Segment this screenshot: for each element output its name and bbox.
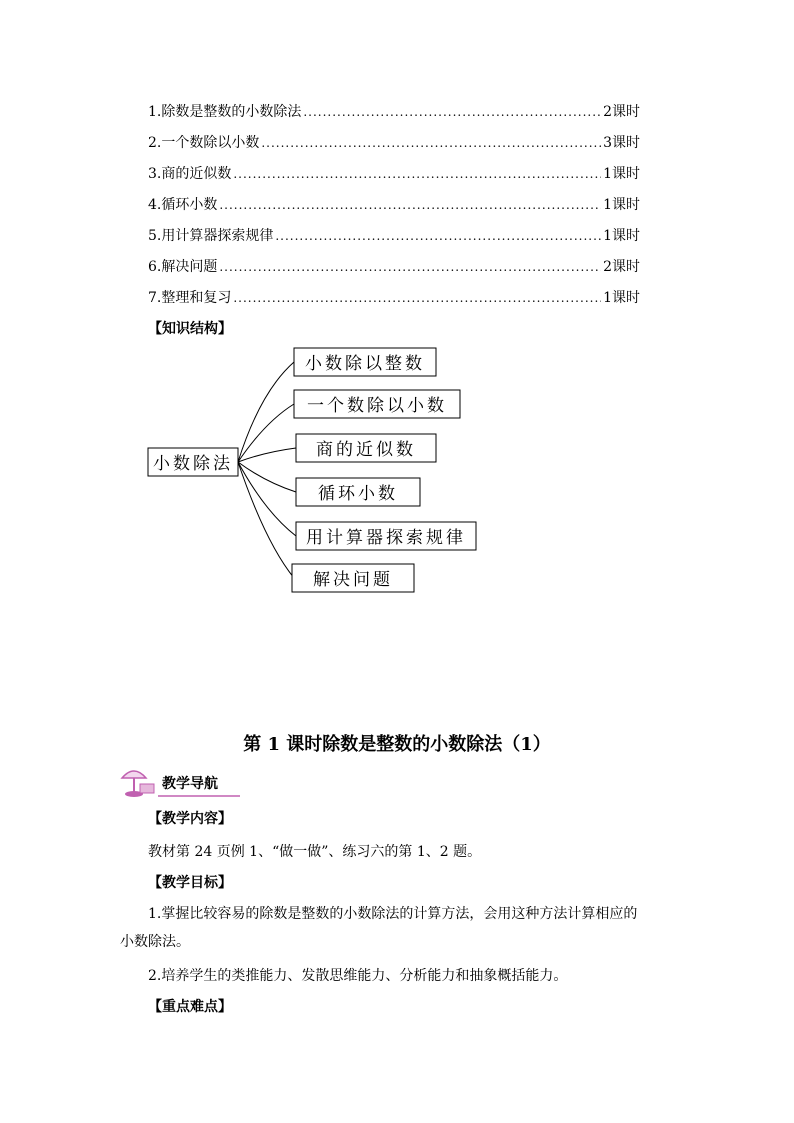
diagram-root-label: 小数除法 [153, 454, 233, 474]
toc-title: 7.整理和复习 [148, 290, 232, 306]
toc-title: 2.一个数除以小数 [148, 135, 260, 151]
toc-row [148, 162, 640, 193]
toc-row [148, 100, 640, 131]
toc-hours: 2课时 [603, 259, 640, 275]
toc-hours: 1课时 [603, 166, 640, 182]
toc-hours: 1课时 [603, 197, 640, 213]
section-heading-structure: 【知识结构】 [148, 321, 232, 337]
diagram-branch-label: 解决问题 [313, 570, 393, 590]
toc-leader-dots [275, 224, 601, 248]
section-heading-content: 【教学内容】 [148, 811, 232, 827]
section-heading-key-points: 【重点难点】 [148, 999, 232, 1015]
toc-title: 3.商的近似数 [148, 166, 232, 182]
toc-row [148, 286, 640, 317]
toc-list [148, 100, 640, 317]
toc-leader-dots [233, 162, 601, 186]
toc-leader-dots [303, 100, 601, 124]
toc-title: 5.用计算器探索规律 [148, 228, 274, 244]
diagram-branch-label: 商的近似数 [316, 440, 416, 460]
toc-title: 4.循环小数 [148, 197, 218, 213]
diagram-branch-label: 小数除以整数 [305, 354, 425, 374]
diagram-branch-label: 用计算器探索规律 [306, 528, 466, 548]
lesson-title: 第 1 课时除数是整数的小数除法（1） [243, 734, 551, 755]
toc-title: 6.解决问题 [148, 259, 218, 275]
teaching-nav-banner [118, 762, 242, 802]
nav-banner-label: 教学导航 [162, 776, 218, 792]
toc-row [148, 131, 640, 162]
toc-hours: 1课时 [603, 290, 640, 306]
toc-row [148, 224, 640, 255]
toc-leader-dots [219, 193, 601, 217]
toc-leader-dots [219, 255, 601, 279]
diagram-branch-label: 循环小数 [318, 484, 398, 504]
toc-hours: 1课时 [603, 228, 640, 244]
section-heading-goals: 【教学目标】 [148, 875, 232, 891]
knowledge-structure-diagram [140, 342, 490, 602]
toc-row [148, 193, 640, 224]
diagram-branch-label: 一个数除以小数 [307, 396, 447, 416]
toc-hours: 2课时 [603, 104, 640, 120]
toc-leader-dots [261, 131, 601, 155]
lamp-icon [122, 771, 154, 797]
toc-row [148, 255, 640, 286]
toc-title: 1.除数是整数的小数除法 [148, 104, 302, 120]
toc-leader-dots [233, 286, 601, 310]
diagram-connector [238, 362, 294, 462]
toc-hours: 3课时 [603, 135, 640, 151]
diagram-connector [238, 462, 296, 536]
content-text: 教材第 24 页例 1、“做一做”、练习六的第 1、2 题。 [148, 844, 482, 860]
goal-item: 1.掌握比较容易的除数是整数的小数除法的计算方法，会用这种方法计算相应的小数除法。 [120, 906, 638, 950]
goal-item: 2.培养学生的类推能力、发散思维能力、分析能力和抽象概括能力。 [148, 968, 568, 984]
